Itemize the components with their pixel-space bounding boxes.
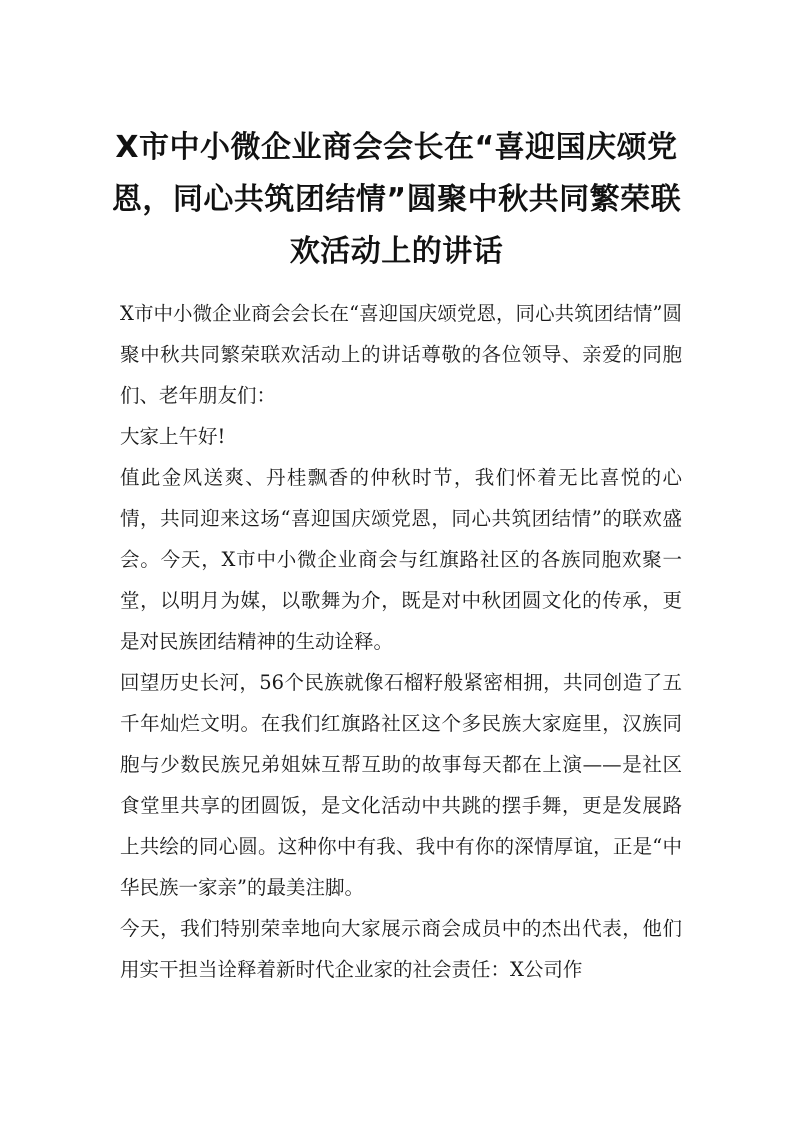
document-body (120, 293, 682, 990)
paragraph-intro: X市中小微企业商会会长在“喜迎国庆颂党恩，同心共筑团结情”圆聚中秋共同繁荣联欢活动上的讲话尊敬的各位领导、亲爱的同胞们、老年朋友们： (120, 302, 682, 407)
paragraph-occasion: 值此金风送爽、丹桂飘香的仲秋时节，我们怀着无比喜悦的心情，共同迎来这场“喜迎国庆颂党恩，同心共筑团结情”的联欢盛会。今天，X市中小微企业商会与红旗路社区的各族同胞欢聚一堂，以明月为媒，以歌舞为介，既是对中秋团圆文化的传承，更是对民族团结精神的生动诠释。 (120, 466, 682, 653)
paragraph-greeting: 大家上午好! (120, 425, 226, 448)
paragraph-representatives: 今天，我们特别荣幸地向大家展示商会成员中的杰出代表，他们用实干担当诠释着新时代企业家的社会责任：X公司作 (120, 917, 682, 981)
document-title: X市中小微企业商会会长在“喜迎国庆颂党恩，同心共筑团结情”圆聚中秋共同繁荣联欢活动上的讲话 (111, 130, 682, 269)
paragraph-history: 回望历史长河，56个民族就像石榴籽般紧密相拥，共同创造了五千年灿烂文明。在我们红旗路社区这个多民族大家庭里，汉族同胞与少数民族兄弟姐妹互帮互助的故事每天都在上演——是社区食堂里共享的团圆饭，是文化活动中共跳的摆手舞，更是发展路上共绘的同心圆。这种你中有我、我中有你的深情厚谊，正是“中华民族一家亲”的最美注脚。 (120, 671, 682, 899)
